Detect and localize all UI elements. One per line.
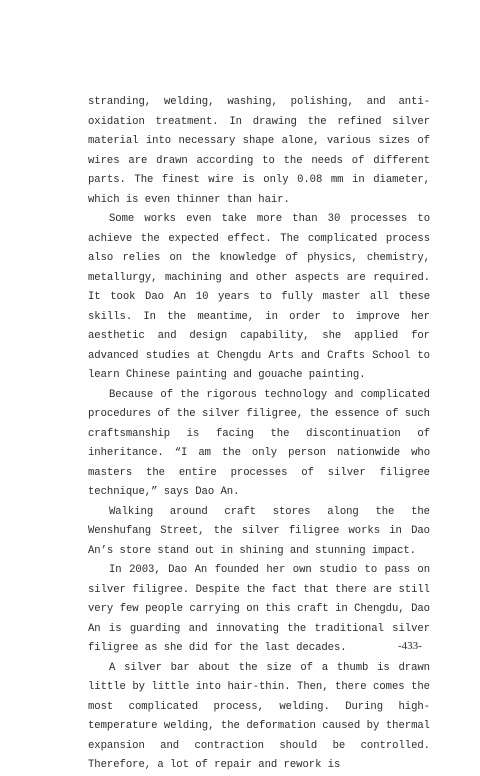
paragraph-2: Some works even take more than 30 processes to achieve the expected effect. The complicated process also relies on the knowledge of physics, chemistry, metallurgy, machining and other aspects are required. It took Dao An 10 years to fully master all these skills. In the meantime, in order to improve her aesthetic and design capability, she applied for advanced studies at Chengdu Arts and Crafts School to learn Chinese painting and gouache painting. <box>88 213 430 381</box>
paragraph-5: In 2003, Dao An founded her own studio to pass on silver filigree. Despite the fact that there are still very few people carrying on this craft in Chengdu, Dao An is guarding and innovating the traditional silver filigree as she did for the last decades. <box>88 564 430 654</box>
body-text <box>88 93 430 776</box>
paragraph-1: stranding, welding, washing, polishing, and anti-oxidation treatment. In drawing the refined silver material into necessary shape alone, various sizes of wires are drawn according to the needs of different parts. The finest wire is only 0.08 mm in diameter, which is even thinner than hair. <box>88 96 430 206</box>
paragraph-4: Walking around craft stores along the the Wenshufang Street, the silver filigree works in Dao An’s store stand out in shining and stunning impact. <box>88 505 430 557</box>
paragraph-3: Because of the rigorous technology and complicated procedures of the silver filigree, the essence of such craftsmanship is facing the discontinuation of inheritance. “I am the only person nationwide who masters the entire processes of silver filigree technique,” says Dao An. <box>88 388 430 498</box>
paragraph-6: A silver bar about the size of a thumb is drawn little by little into hair-thin. Then, there comes the most complicated process, welding. During high-temperature welding, the deformation caused by thermal expansion and contraction should be controlled. Therefore, a lot of repair and rework is <box>88 661 430 771</box>
page-number: -433- <box>398 640 422 652</box>
